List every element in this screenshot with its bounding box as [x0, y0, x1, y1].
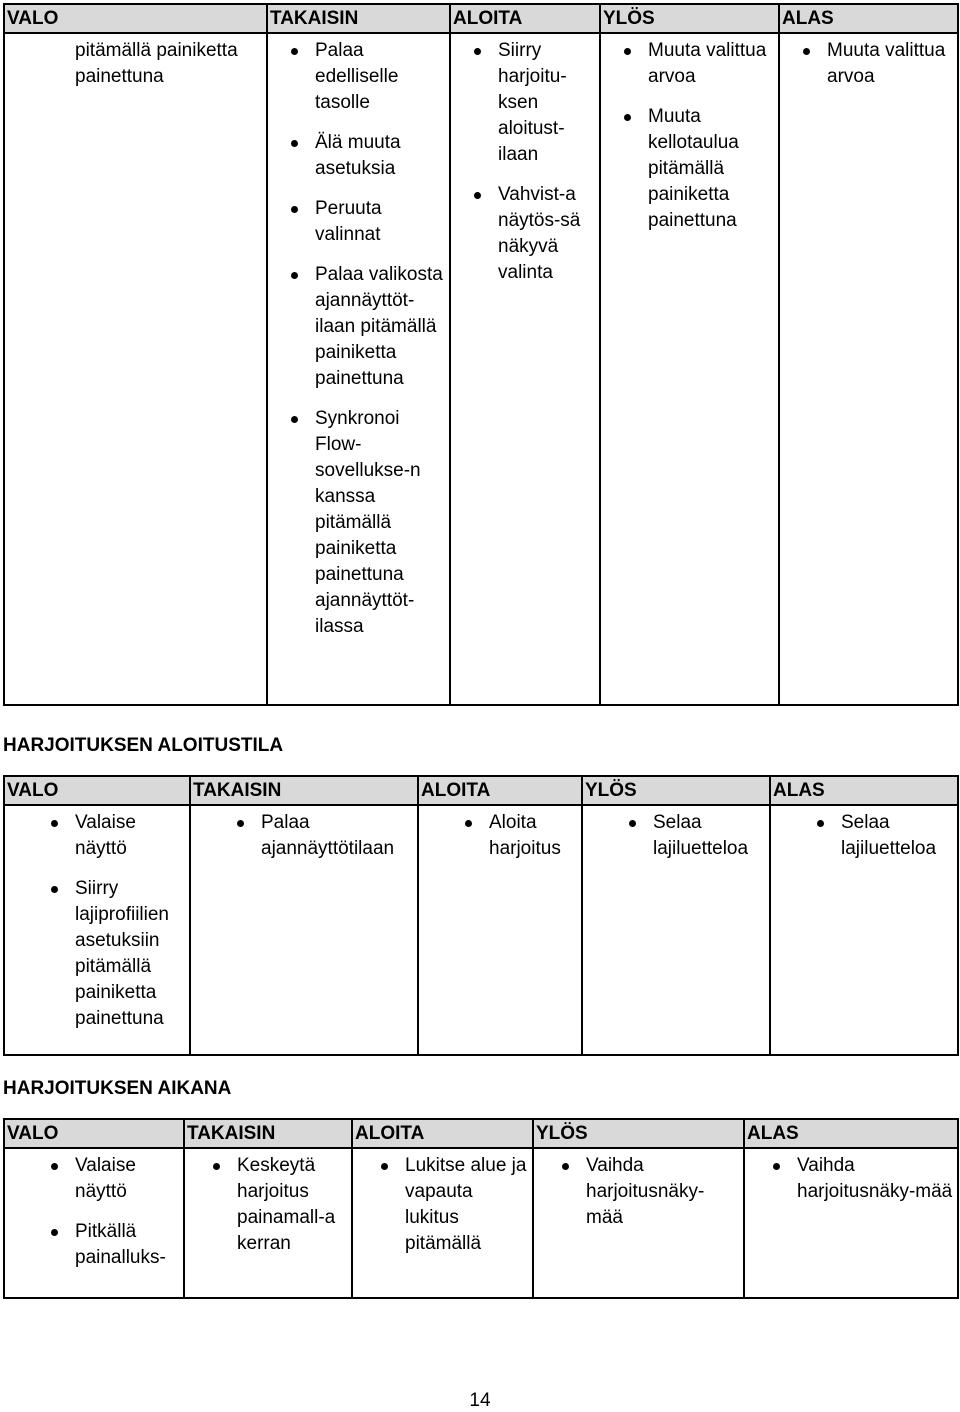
list-item: Keskeytä harjoitus painamall-a kerran: [167, 1153, 349, 1257]
list-item: Vahvist-a näytös-sä näkyvä valinta: [428, 182, 597, 286]
header-ylos: YLÖS: [600, 4, 779, 33]
header-ylos: YLÖS: [533, 1119, 744, 1148]
header-aloita: ALOITA: [450, 4, 600, 33]
list-item: Palaa ajannäyttötilaan: [191, 810, 415, 862]
cell-valo: [4, 1148, 184, 1298]
header-ylos: YLÖS: [582, 776, 770, 805]
bullet-list: [245, 38, 447, 640]
cell-ylos: [600, 33, 779, 705]
bullet-list: [578, 38, 776, 234]
page-number: 14: [469, 1390, 491, 1411]
buttons-table-2: [3, 775, 959, 1056]
cell-valo: [4, 805, 190, 1055]
list-item: Valaise näyttö: [5, 1153, 181, 1205]
buttons-table-3: [3, 1118, 959, 1299]
list-item: Palaa edelliselle tasolle: [245, 38, 447, 116]
list-item: Siirry lajiprofiilien asetuksiin pitämällä painiketta painettuna: [5, 876, 187, 1032]
section-title: HARJOITUKSEN AIKANA: [3, 1078, 232, 1099]
header-takaisin: TAKAISIN: [190, 776, 418, 805]
header-aloita: ALOITA: [352, 1119, 533, 1148]
buttons-table-1: [3, 3, 959, 706]
list-item: Selaa lajiluetteloa: [583, 810, 767, 862]
cell-aloita: [418, 805, 582, 1055]
list-item: Siirry harjoitu-ksen aloitust-ilaan: [428, 38, 597, 168]
list-item: Aloita harjoitus: [419, 810, 579, 862]
list-item: Pitkällä painalluks-: [5, 1219, 181, 1271]
cell-takaisin: [267, 33, 450, 705]
bullet-list: [428, 38, 597, 286]
cell-ylos: [582, 805, 770, 1055]
list-item: Älä muuta asetuksia: [245, 130, 447, 182]
list-item: Vaihda harjoitusnäky-mää: [727, 1153, 955, 1205]
list-item: Vaihda harjoitusnäky-mää: [516, 1153, 741, 1231]
cell-alas: [779, 33, 958, 705]
cell-ylos: [533, 1148, 744, 1298]
list-item: Lukitse alue ja vapauta lukitus pitämällä: [335, 1153, 530, 1257]
bullet-list: [583, 810, 767, 862]
list-item: Peruuta valinnat: [245, 196, 447, 248]
bullet-list: [5, 810, 187, 1032]
table-row: [4, 1148, 958, 1298]
bullet-list: [757, 38, 955, 90]
cell-aloita: [352, 1148, 533, 1298]
table-row: [4, 805, 958, 1055]
list-item: Muuta valittua arvoa: [757, 38, 955, 90]
bullet-list: [167, 1153, 349, 1257]
cell-takaisin: [184, 1148, 352, 1298]
table-row: [4, 33, 958, 705]
header-takaisin: TAKAISIN: [267, 4, 450, 33]
section-title: HARJOITUKSEN ALOITUSTILA: [3, 735, 284, 756]
list-item: Muuta valittua arvoa: [578, 38, 776, 90]
list-item: Valaise näyttö: [5, 810, 187, 862]
header-valo: VALO: [4, 776, 190, 805]
bullet-list: [335, 1153, 530, 1257]
header-valo: VALO: [4, 1119, 184, 1148]
header-takaisin: TAKAISIN: [184, 1119, 352, 1148]
list-item: Synkronoi Flow-sovellukse-n kanssa pitämällä painiketta painettuna ajannäyttöt-ilassa: [245, 406, 447, 640]
header-valo: VALO: [4, 4, 267, 33]
table-header-row: [4, 776, 958, 805]
header-alas: ALAS: [779, 4, 958, 33]
table-header-row: [4, 4, 958, 33]
list-item: Selaa lajiluetteloa: [771, 810, 955, 862]
cell-valo: [4, 33, 267, 705]
cell-alas: [744, 1148, 958, 1298]
bullet-list: [516, 1153, 741, 1231]
bullet-list: [191, 810, 415, 862]
cell-alas: [770, 805, 958, 1055]
header-alas: ALAS: [770, 776, 958, 805]
bullet-list: [419, 810, 579, 862]
cell-takaisin: [190, 805, 418, 1055]
table-header-row: [4, 1119, 958, 1148]
list-item: Muuta kellotaulua pitämällä painiketta painettuna: [578, 104, 776, 234]
list-item: Palaa valikosta ajannäyttöt-ilaan pitämällä painiketta painettuna: [245, 262, 447, 392]
cell-text: pitämällä painiketta painettuna: [75, 40, 238, 87]
header-aloita: ALOITA: [418, 776, 582, 805]
header-alas: ALAS: [744, 1119, 958, 1148]
bullet-list: [5, 1153, 181, 1271]
bullet-list: [727, 1153, 955, 1205]
bullet-list: [771, 810, 955, 862]
